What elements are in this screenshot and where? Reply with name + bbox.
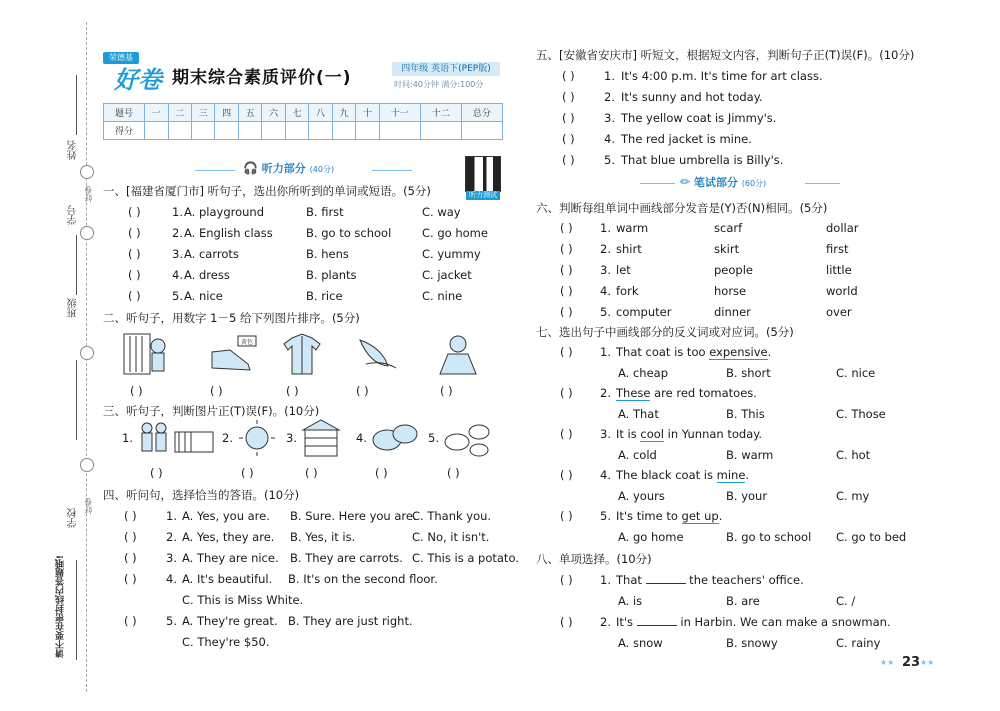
score-input-cell[interactable] [145,122,168,140]
q7-answer-paren[interactable]: ( ) [560,345,573,359]
q7-answer-paren[interactable]: ( ) [560,509,573,523]
listening-points: (40分) [309,165,335,174]
q1-option-c: C. way [422,205,461,219]
q4-option-c: C. No, it isn't. [412,530,490,544]
binding-ring [80,458,94,472]
coat-image [284,334,320,374]
score-table [103,103,503,140]
q5-heading: 五、[安徽省安庆市] 听短文，根据短文内容，判断句子正(T)误(F)。(10分) [536,48,915,62]
girl-dress-image [440,336,476,374]
q7-underlined-word: expensive [709,345,768,359]
q1-answer-paren[interactable]: ( ) [128,289,141,303]
score-input-cell[interactable] [168,122,191,140]
q6-word: people [714,263,753,277]
score-input-cell[interactable] [332,122,355,140]
q7-answer-paren[interactable]: ( ) [560,468,573,482]
headphone-icon: 🎧 [243,161,258,175]
score-input-cell[interactable] [420,122,461,140]
score-header-cell: 六 [262,104,285,122]
q6-item-number: 2. [600,242,611,256]
q4-option-a: A. It's beautiful. [182,572,273,586]
q1-item-number: 4. [172,268,183,282]
score-input-cell[interactable] [215,122,238,140]
student-id-label: 学号 [68,205,79,225]
qr-label: 听力测试 [466,191,500,200]
q4-option-b: B. They are carrots. [290,551,403,565]
binding-decor: 好卷 [84,498,93,514]
q4-option-a: A. They are nice. [182,551,279,565]
q8-sentence-post: in Harbin. We can make a snowman. [676,615,891,629]
q8-answer-paren[interactable]: ( ) [560,615,573,629]
q6-item-number: 5. [600,305,611,319]
binding-strip [0,0,92,711]
q8-sentence [616,573,804,587]
q1-item-number: 3. [172,247,183,261]
q2-answer-4[interactable]: ( ) [356,384,369,398]
q5-statement: It's 4:00 p.m. It's time for art class. [621,69,823,83]
q6-word: dinner [714,305,751,319]
q7-item-number: 3. [600,427,611,441]
q8-sentence-pre: It's [616,615,637,629]
sandal-image [360,340,396,368]
q6-word: skirt [714,242,740,256]
q7-underlined-word: cool [640,427,664,441]
q6-word: shirt [616,242,642,256]
listening-section-title [243,160,334,176]
q6-word: over [826,305,852,319]
q3-answer-2[interactable]: ( ) [241,466,254,480]
section-rule [640,183,675,184]
q7-option-a: A. go home [618,530,684,544]
q4-option-c: C. This is Miss White. [182,593,304,607]
q5-statement: The red jacket is mine. [621,132,752,146]
q5-item-number: 3. [604,111,615,125]
q1-answer-paren[interactable]: ( ) [128,205,141,219]
q4-option-b: B. They are just right. [288,614,413,628]
q5-answer-paren[interactable]: ( ) [562,153,575,167]
score-header-cell: 七 [285,104,308,122]
q4-option-b: B. It's on the second floor. [288,572,438,586]
score-header-cell: 八 [309,104,332,122]
score-input-cell[interactable] [191,122,214,140]
q4-option-a: A. Yes, they are. [182,530,275,544]
q8-option-b: B. are [726,594,760,608]
score-input-cell[interactable] [238,122,261,140]
q1-item-number: 1. [172,205,183,219]
q1-option-a: A. dress [184,268,230,282]
q4-option-a: A. They're great. [182,614,278,628]
q3-num-1: 1. [122,431,133,445]
q8-answer-paren[interactable]: ( ) [560,573,573,587]
q6-item-number: 4. [600,284,611,298]
q2-answer-3[interactable]: ( ) [286,384,299,398]
q6-word: dollar [826,221,859,235]
score-input-cell[interactable] [356,122,379,140]
q7-option-c: C. go to bed [836,530,907,544]
q3-num-2: 2. [222,431,233,445]
id-blank-line [76,235,77,295]
q6-heading: 六、判断每组单词中画线部分发音是(Y)否(N)相同。(5分) [536,201,828,215]
q7-sentence [616,386,757,400]
score-header-cell: 题号 [104,104,145,122]
brand-logo: 好卷 [114,66,162,94]
section-rule [195,170,235,171]
score-input-cell[interactable] [461,122,502,140]
brand-small: 荣德基 [103,52,139,64]
q3-answer-3[interactable]: ( ) [305,466,318,480]
building-image [303,420,339,456]
score-input-cell[interactable] [262,122,285,140]
binding-ring [80,226,94,240]
svg-text:黄色: 黄色 [241,339,254,346]
shoe-image [212,336,256,370]
q1-option-b: B. hens [306,247,349,261]
q7-sentence-post: in Yunnan today. [664,427,763,441]
sheep-image [445,425,489,456]
q1-option-b: B. first [306,205,344,219]
q3-num-4: 4. [356,431,367,445]
q2-pictures [120,330,500,378]
q6-answer-paren[interactable]: ( ) [560,305,573,319]
q1-option-b: B. rice [306,289,343,303]
q7-option-b: B. short [726,366,771,380]
q4-heading: 四、听问句，选择恰当的答语。(10分) [103,488,300,502]
q8-sentence-pre: That [616,573,646,587]
q4-answer-paren[interactable]: ( ) [124,530,137,544]
q8-option-a: A. snow [618,636,663,650]
q7-option-b: B. go to school [726,530,812,544]
q7-option-b: B. warm [726,448,774,462]
q7-answer-paren[interactable]: ( ) [560,427,573,441]
q6-word: scarf [714,221,743,235]
score-input-cell[interactable] [285,122,308,140]
q1-heading: 一、[福建省厦门市] 听句子，选出你所听到的单词或短语。(5分) [103,184,431,198]
q6-word: computer [616,305,672,319]
q5-answer-paren[interactable]: ( ) [562,111,575,125]
q1-option-a: A. carrots [184,247,239,261]
q7-option-a: A. That [618,407,659,421]
q7-sentence [616,468,749,482]
school-blank-line [76,560,77,660]
score-header-cell: 十二 [420,104,461,122]
binding-ring [80,165,94,179]
q7-sentence [616,427,762,441]
page-stars-right: ★★ [920,658,935,667]
score-header-cell: 四 [215,104,238,122]
q7-option-c: C. my [836,489,870,503]
q1-answer-paren[interactable]: ( ) [128,247,141,261]
q7-sentence [616,345,771,359]
q4-option-c: C. They're $50. [182,635,270,649]
q8-sentence [616,615,891,629]
q7-item-number: 5. [600,509,611,523]
bread-image [373,425,417,450]
q6-word: fork [616,284,639,298]
q7-sentence [616,509,722,523]
q5-answer-paren[interactable]: ( ) [562,132,575,146]
q4-option-c: C. This is a potato. [412,551,519,565]
q7-item-number: 4. [600,468,611,482]
q4-answer-paren[interactable]: ( ) [124,509,137,523]
q4-option-c: C. Thank you. [412,509,492,523]
score-header-cell: 三 [191,104,214,122]
sun-image [239,420,275,456]
q7-sentence-pre: It is [616,427,641,441]
q8-option-c: C. rainy [836,636,881,650]
name-label: 姓名 [68,140,79,160]
q1-option-a: A. playground [184,205,265,219]
time-note: 时间:40分钟 满分:100分 [394,80,484,89]
q6-word: first [826,242,849,256]
q5-statement: That blue umbrella is Billy's. [621,153,784,167]
qr-code[interactable] [465,156,501,192]
q7-sentence-pre: The black coat is [616,468,717,482]
score-header-cell: 九 [332,104,355,122]
q7-option-c: C. nice [836,366,876,380]
q6-word: horse [714,284,747,298]
binding-decor: 好卷 [84,186,93,202]
q1-option-b: B. plants [306,268,357,282]
q7-underlined-word: mine [716,468,746,482]
q4-answer-paren[interactable]: ( ) [124,614,137,628]
q1-item-number: 2. [172,226,183,240]
q8-option-b: B. snowy [726,636,778,650]
q5-item-number: 1. [604,69,615,83]
q6-answer-paren[interactable]: ( ) [560,263,573,277]
q4-item-number: 5. [166,614,177,628]
q4-item-number: 1. [166,509,177,523]
q6-word: let [616,263,631,277]
q6-item-number: 3. [600,263,611,277]
q6-answer-paren[interactable]: ( ) [560,242,573,256]
section-rule [372,170,412,171]
q7-sentence-post: . [745,468,750,482]
class-label: 班级 [68,298,79,318]
q5-item-number: 5. [604,153,615,167]
q7-item-number: 2. [600,386,611,400]
q1-option-c: C. nine [422,289,463,303]
score-header-cell: 五 [238,104,261,122]
score-value-row [104,122,503,140]
bookshelf-child-image [124,334,165,374]
q3-pictures [135,418,505,462]
q1-answer-paren[interactable]: ( ) [128,268,141,282]
q6-word: warm [616,221,649,235]
q7-sentence-pre: That coat is too [616,345,710,359]
q7-item-number: 1. [600,345,611,359]
q6-word: little [826,263,852,277]
pencil-icon: ✏ [680,175,691,189]
q4-item-number: 2. [166,530,177,544]
q1-option-c: C. go home [422,226,488,240]
grade-badge: 四年级 英语下(PEP版) [392,62,500,76]
page-title: 期末综合素质评价(一) [172,68,352,88]
q7-underlined-word: These [616,386,651,400]
school-label: 学校 [68,508,79,528]
q8-item-number: 1. [600,573,611,587]
q7-underlined-word: get up [681,509,719,523]
q8-blank[interactable] [646,583,686,584]
q1-option-b: B. go to school [306,226,392,240]
score-header-cell: 十一 [379,104,420,122]
q7-option-a: A. cheap [618,366,669,380]
q2-answer-2[interactable]: ( ) [210,384,223,398]
q8-item-number: 2. [600,615,611,629]
binding-ring [80,346,94,360]
q4-item-number: 4. [166,572,177,586]
q4-answer-paren[interactable]: ( ) [124,551,137,565]
q4-option-b: B. Yes, it is. [290,530,356,544]
seal-notice: 请不要在密封线内答题哦! [56,555,66,659]
q7-sentence-post: are red tomatoes. [650,386,757,400]
q1-answer-paren[interactable]: ( ) [128,226,141,240]
q7-option-a: A. cold [618,448,657,462]
q1-option-c: C. yummy [422,247,481,261]
writing-points: (60分) [741,179,767,188]
q3-answer-1[interactable]: ( ) [150,466,163,480]
q8-option-a: A. is [618,594,643,608]
q1-option-a: A. English class [184,226,273,240]
q1-item-number: 5. [172,289,183,303]
q7-sentence-post: . [767,345,772,359]
section-rule [805,183,840,184]
q3-num-5: 5. [428,431,439,445]
q7-option-c: C. Those [836,407,886,421]
q2-answer-1[interactable]: ( ) [130,384,143,398]
q6-answer-paren[interactable]: ( ) [560,221,573,235]
q7-option-c: C. hot [836,448,871,462]
q3-num-3: 3. [286,431,297,445]
q2-heading: 二、听句子，用数字 1－5 给下列图片排序。(5分) [103,311,360,325]
page-number: 23 [902,655,921,670]
score-label-cell: 得分 [104,122,145,140]
q7-sentence-pre: It's time to [616,509,682,523]
q6-answer-paren[interactable]: ( ) [560,284,573,298]
score-input-cell[interactable] [379,122,420,140]
q6-word: world [826,284,858,298]
q5-answer-paren[interactable]: ( ) [562,90,575,104]
q3-answer-4[interactable]: ( ) [375,466,388,480]
q7-heading: 七、选出句子中画线部分的反义词或对应词。(5分) [536,325,794,339]
q3-heading: 三、听句子，判断图片正(T)误(F)。(10分) [103,404,320,418]
q8-heading: 八、单项选择。(10分) [536,552,652,566]
score-header-cell: 十 [356,104,379,122]
q4-option-a: A. Yes, you are. [182,509,270,523]
class-blank-line [76,360,77,440]
q8-blank[interactable] [637,625,677,626]
q4-answer-paren[interactable]: ( ) [124,572,137,586]
score-header-row [104,104,503,122]
q5-statement: It's sunny and hot today. [621,90,763,104]
q7-option-b: B. your [726,489,768,503]
q5-item-number: 4. [604,132,615,146]
q5-item-number: 2. [604,90,615,104]
q5-answer-paren[interactable]: ( ) [562,69,575,83]
score-header-cell: 总分 [461,104,502,122]
q7-option-b: B. This [726,407,765,421]
q3-answer-5[interactable]: ( ) [447,466,460,480]
music-class-image [142,423,213,452]
writing-title: 笔试部分 [693,176,738,189]
q6-item-number: 1. [600,221,611,235]
q7-option-a: A. yours [618,489,665,503]
q7-answer-paren[interactable]: ( ) [560,386,573,400]
q5-statement: The yellow coat is Jimmy's. [621,111,777,125]
writing-section-title [680,174,766,190]
q1-option-c: C. jacket [422,268,472,282]
q7-sentence-post: . [718,509,723,523]
score-input-cell[interactable] [309,122,332,140]
name-blank-line [76,75,77,135]
q4-option-b: B. Sure. Here you are. [290,509,417,523]
q4-item-number: 3. [166,551,177,565]
q8-sentence-post: the teachers' office. [685,573,804,587]
score-header-cell: 二 [168,104,191,122]
q8-option-c: C. / [836,594,856,608]
page-stars-left: ★★ [880,658,895,667]
score-header-cell: 一 [145,104,168,122]
q2-answer-5[interactable]: ( ) [440,384,453,398]
listening-title: 听力部分 [261,162,306,175]
q1-option-a: A. nice [184,289,223,303]
